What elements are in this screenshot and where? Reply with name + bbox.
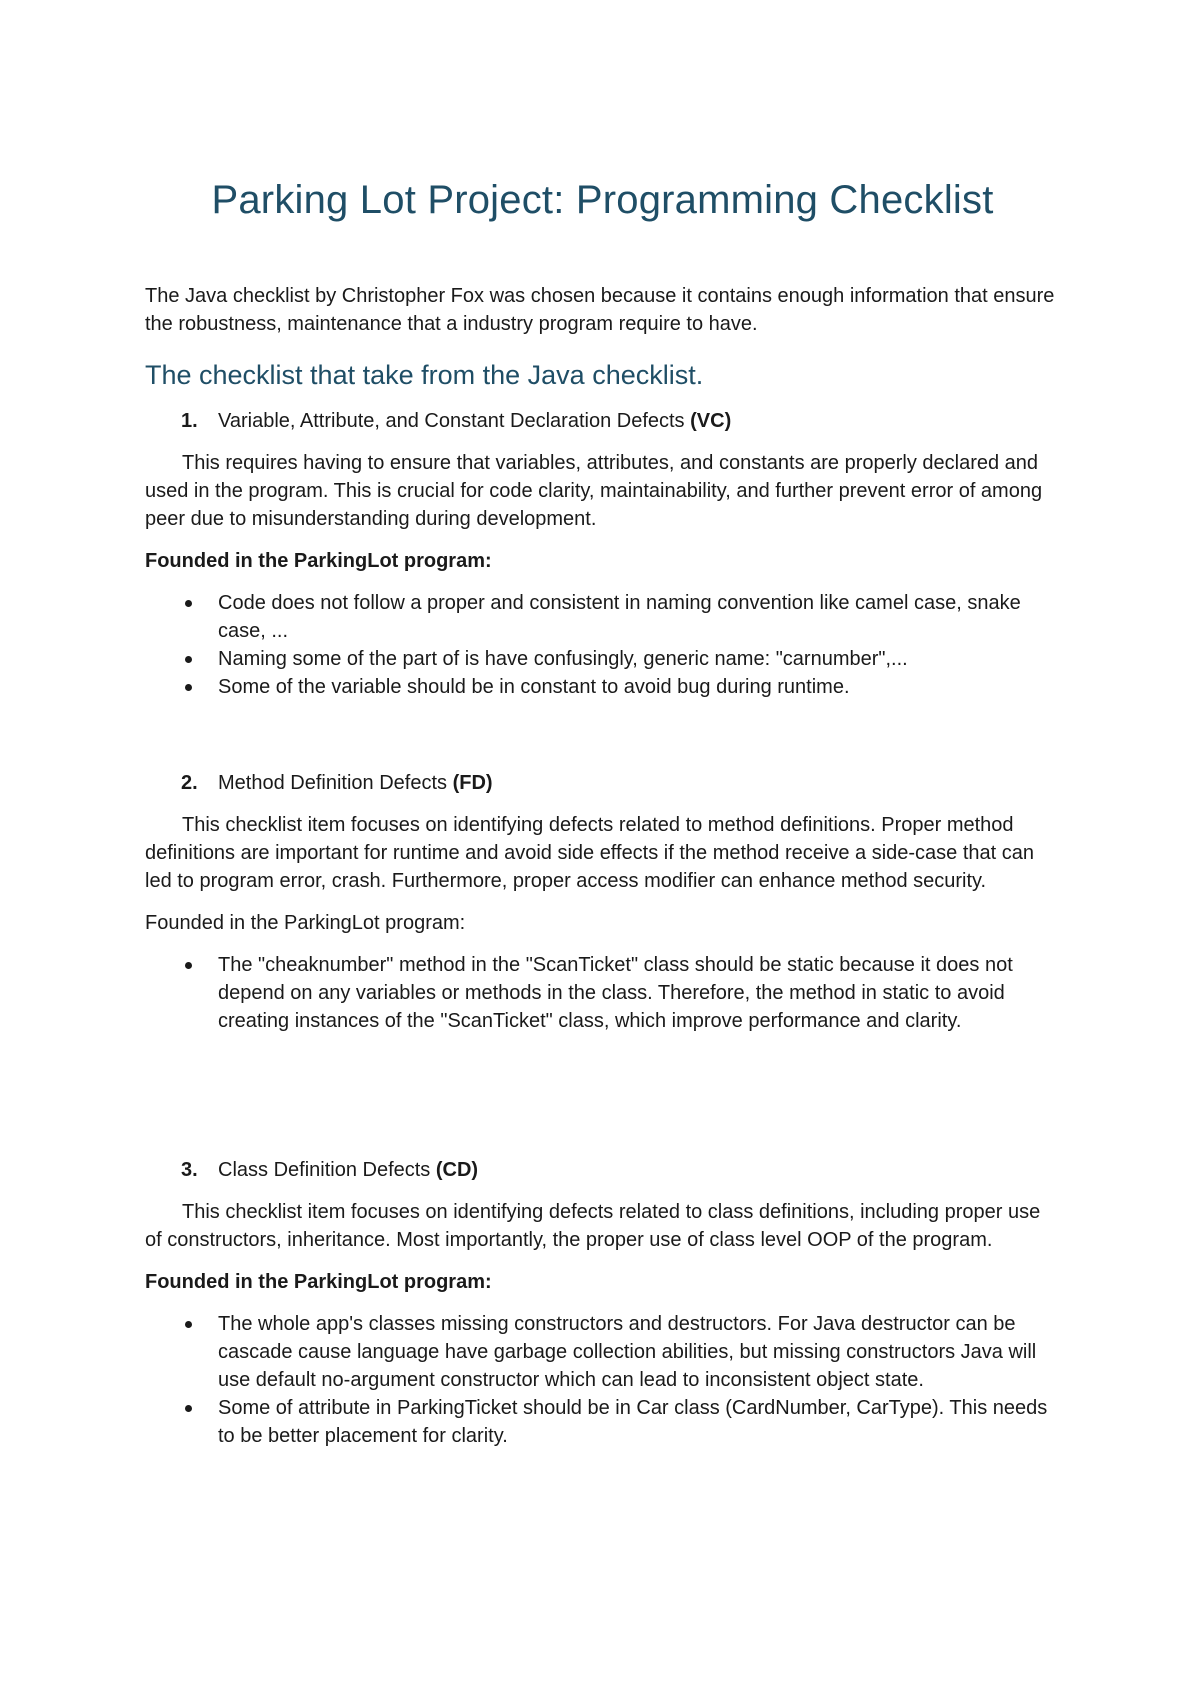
item-heading — [145, 769, 1060, 797]
finding-text: Some of attribute in ParkingTicket should be in Car class (CardNumber, CarType). This needs to be better placement for clarity. — [218, 1397, 1048, 1447]
checklist-item-2 — [145, 769, 1060, 1035]
bullet-icon — [185, 1321, 192, 1328]
document-page — [145, 0, 1060, 1696]
list-item — [145, 1310, 1060, 1394]
findings-list — [145, 589, 1060, 701]
item-code: (FD) — [452, 772, 493, 794]
intro-paragraph: The Java checklist by Christopher Fox was chosen because it contains enough information that ensure the robustness, maintenance that a industry program require to have. — [145, 285, 1055, 335]
finding-text: Some of the variable should be in constant to avoid bug during runtime. — [218, 676, 850, 698]
bullet-icon — [185, 684, 192, 691]
finding-text: The "cheaknumber" method in the "ScanTicket" class should be static because it does not depend on any variables or methods in the class. Therefore, the method in static to avoid creating instances of the "ScanTicket" class, which improve performance and clarity. — [218, 954, 1013, 1032]
list-item — [145, 1394, 1060, 1450]
checklist-item-1 — [145, 407, 1060, 701]
item-number: 3. — [181, 1159, 198, 1181]
item-number: 1. — [181, 410, 198, 432]
bullet-icon — [185, 656, 192, 663]
bullet-icon — [185, 962, 192, 969]
found-label: Founded in the ParkingLot program: — [145, 912, 466, 934]
list-item — [145, 645, 1060, 673]
item-number: 2. — [181, 772, 198, 794]
finding-text: Code does not follow a proper and consistent in naming convention like camel case, snake case, ... — [218, 592, 1021, 642]
item-heading — [145, 407, 1060, 435]
item-label: Class Definition Defects — [218, 1159, 431, 1181]
item-label: Method Definition Defects — [218, 772, 448, 794]
item-description: This requires having to ensure that variables, attributes, and constants are properly declared and used in the program. This is crucial for code clarity, maintainability, and further prevent error of among peer due to misunderstanding during development. — [145, 452, 1043, 530]
found-label: Founded in the ParkingLot program: — [145, 550, 492, 572]
findings-list — [145, 951, 1060, 1035]
list-item — [145, 589, 1060, 645]
finding-text: The whole app's classes missing constructors and destructors. For Java destructor can be cascade cause language have garbage collection abilities, but missing constructors Java will use default no-argument constructor which can lead to inconsistent object state. — [218, 1313, 1037, 1391]
list-item — [145, 951, 1060, 1035]
section-heading: The checklist that take from the Java checklist. — [145, 360, 704, 390]
item-label-wrap — [218, 1156, 478, 1184]
item-code: (CD) — [435, 1159, 479, 1181]
list-item — [145, 673, 1060, 701]
item-label: Variable, Attribute, and Constant Declaration Defects — [218, 410, 685, 432]
item-label-wrap — [218, 769, 493, 797]
checklist-item-3 — [145, 1156, 1060, 1450]
item-description: This checklist item focuses on identifying defects related to method definitions. Proper method definitions are important for runtime and avoid side effects if the method receive a side-case that can led to program error, crash. Furthermore, proper access modifier can enhance method security. — [145, 814, 1035, 892]
item-label-wrap — [218, 407, 731, 435]
item-code: (VC) — [690, 410, 732, 432]
item-description: This checklist item focuses on identifying defects related to class definitions, including proper use of constructors, inheritance. Most importantly, the proper use of class level OOP of the program. — [145, 1201, 1041, 1251]
findings-list — [145, 1310, 1060, 1450]
item-heading — [145, 1156, 1060, 1184]
bullet-icon — [185, 1405, 192, 1412]
finding-text: Naming some of the part of is have confusingly, generic name: "carnumber",... — [218, 648, 908, 670]
bullet-icon — [185, 600, 192, 607]
page-title: Parking Lot Project: Programming Checklist — [211, 178, 994, 222]
found-label: Founded in the ParkingLot program: — [145, 1271, 492, 1293]
